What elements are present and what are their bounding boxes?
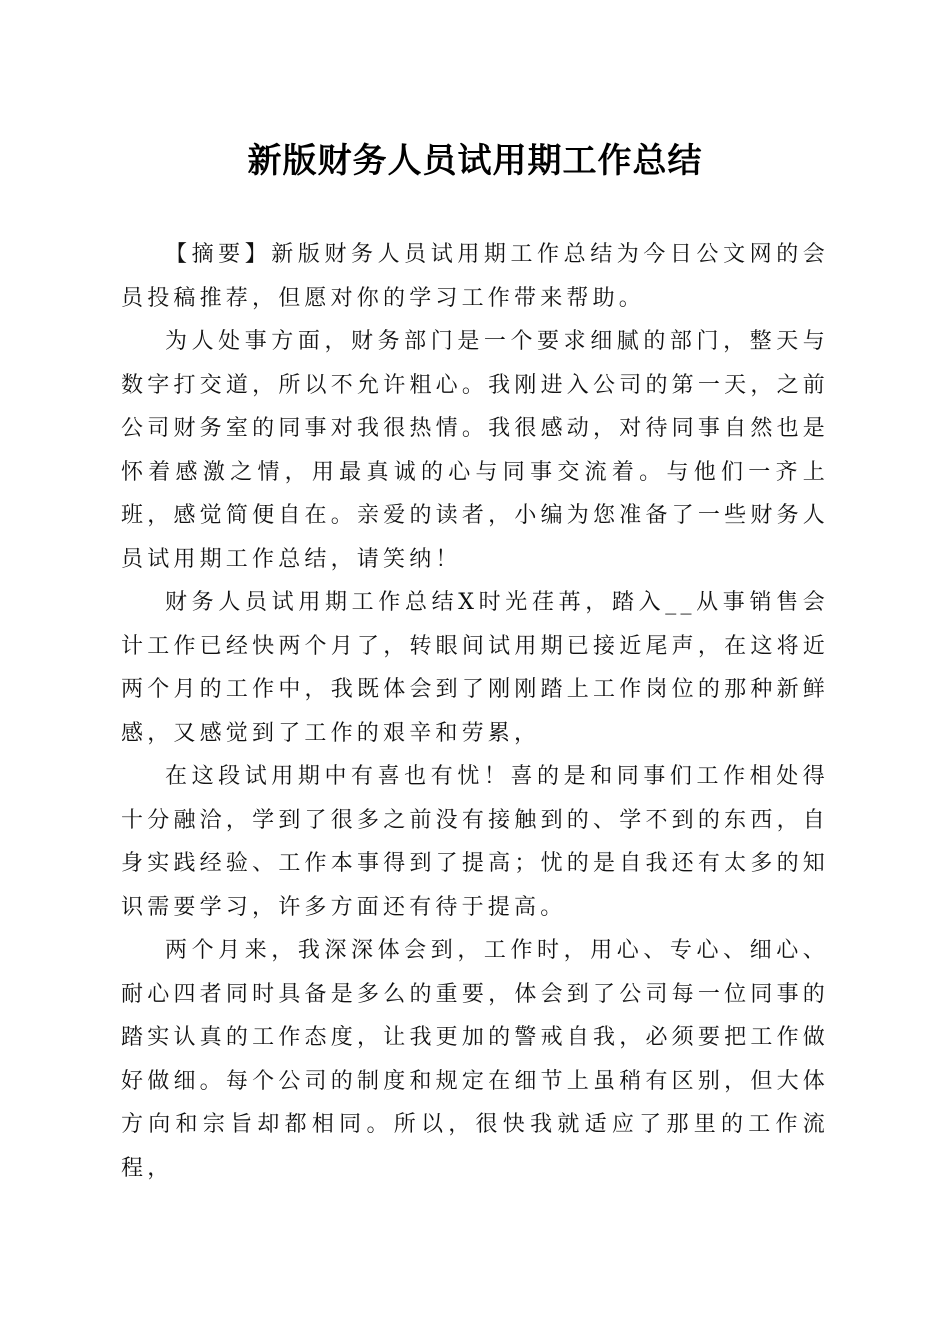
- paragraph-3: 在这段试用期中有喜也有忧！喜的是和同事们工作相处得十分融洽，学到了很多之前没有接触到的、学不到的东西，自身实践经验、工作本事得到了提高；忧的是自我还有太多的知识需要学习，许多方面还有待于提高。: [121, 764, 829, 920]
- paragraph-1: 为人处事方面，财务部门是一个要求细腻的部门，整天与数字打交道，所以不允许粗心。我刚进入公司的第一天，之前公司财务室的同事对我很热情。我很感动，对待同事自然也是怀着感激之情，用最真诚的心与同事交流着。与他们一齐上班，感觉简便自在。亲爱的读者，小编为您准备了一些财务人员试用期工作总结，请笑纳！: [121, 329, 829, 572]
- document-body: [121, 233, 829, 1190]
- paragraph-2: 财务人员试用期工作总结X时光荏苒，踏入__从事销售会计工作已经快两个月了，转眼间试用期已接近尾声，在这将近两个月的工作中，我既体会到了刚刚踏上工作岗位的那种新鲜感，又感觉到了工作的艰辛和劳累，: [121, 590, 829, 746]
- paragraph-4: 两个月来，我深深体会到，工作时，用心、专心、细心、耐心四者同时具备是多么的重要，体会到了公司每一位同事的踏实认真的工作态度，让我更加的警戒自我，必须要把工作做好做细。每个公司的制度和规定在细节上虽稍有区别，但大体方向和宗旨却都相同。所以，很快我就适应了那里的工作流程，: [121, 938, 829, 1181]
- document-title: 新版财务人员试用期工作总结: [247, 141, 703, 181]
- paragraph-abstract: 【摘要】新版财务人员试用期工作总结为今日公文网的会员投稿推荐，但愿对你的学习工作带来帮助。: [121, 242, 829, 311]
